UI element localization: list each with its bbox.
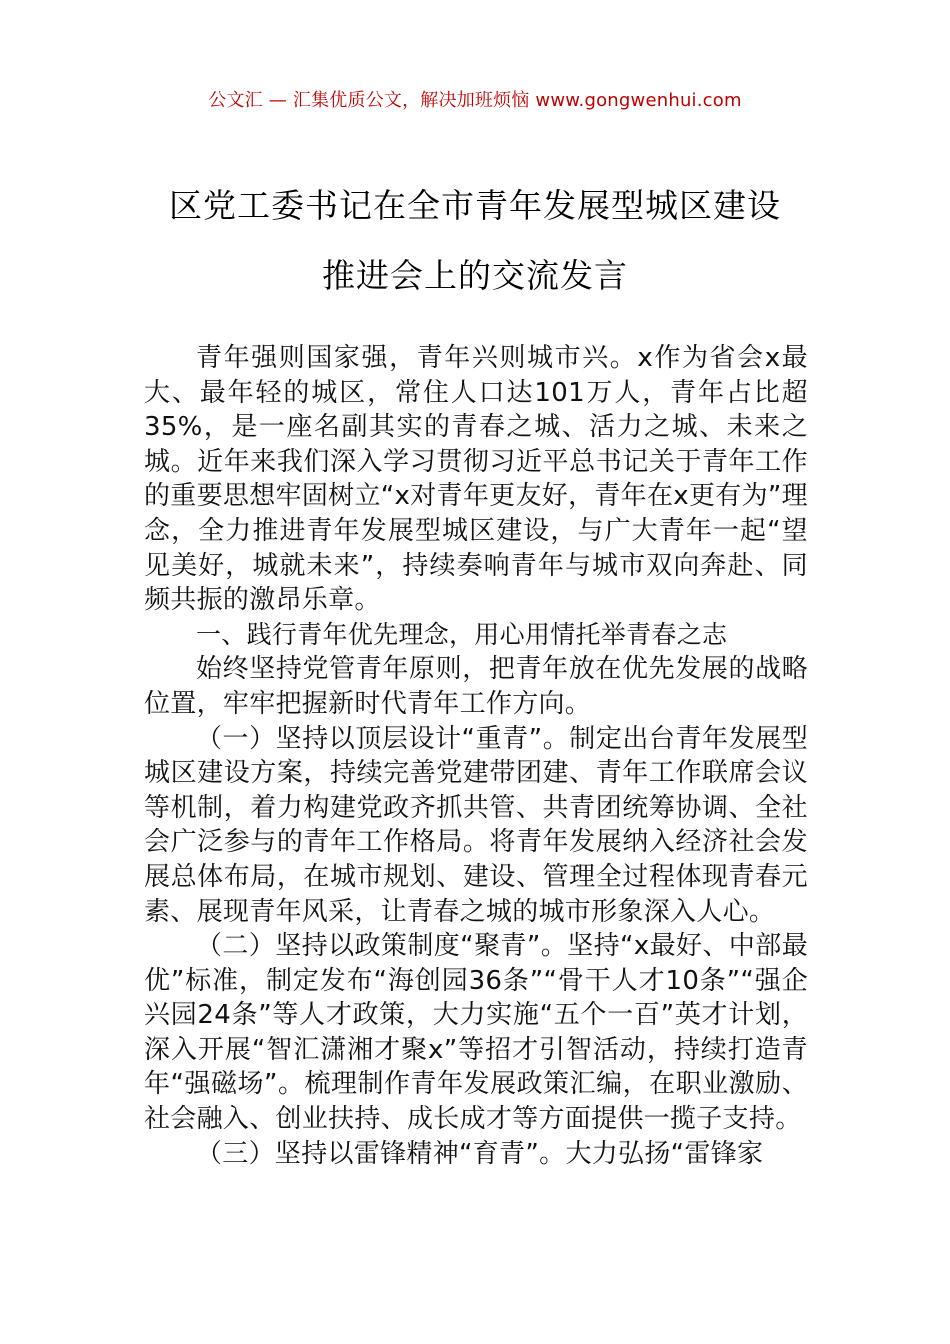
paragraph-section-1-summary: 始终坚持党管青年原则，把青年放在优先发展的战略位置，牢牢把握新时代青年工作方向。 <box>144 654 808 719</box>
document-title-line-2: 推进会上的交流发言 <box>322 256 628 295</box>
paragraph-intro: 青年强则国家强，青年兴则城市兴。x作为省会x最大、最年轻的城区，常住人口达101万人，青年占比超35%，是一座名副其实的青春之城、活力之城、未来之城。近年来我们深入学习贯彻习近平总书记关于青年工作的重要思想牢固树立“x对青年更友好，青年在x更有为”理念，全力推进青年发展型城区建设，与广大青年一起“望见美好，城就未来”，持续奏响青年与城市双向奔赴、同频共振的激昂乐章。 <box>144 343 808 616</box>
site-header-tagline: 公文汇 — 汇集优质公文，解决加班烦恼 www.gongwenhui.com <box>208 90 742 111</box>
document-body <box>144 341 808 1171</box>
paragraph-item-1: （一）坚持以顶层设计“重青”。制定出台青年发展型城区建设方案，持续完善党建带团建、青年工作联席会议等机制，着力构建党政齐抓共管、共青团统筹协调、全社会广泛参与的青年工作格局。将青年发展纳入经济社会发展总体布局，在城市规划、建设、管理全过程体现青春元素、展现青年风采，让青春之城的城市形象深入人心。 <box>144 723 808 927</box>
paragraph-item-3: （三）坚持以雷锋精神“育青”。大力弘扬“雷锋家 <box>196 1138 764 1169</box>
section-heading-1: 一、践行青年优先理念，用心用情托举青春之志 <box>196 619 728 649</box>
paragraph-item-2: （二）坚持以政策制度“聚青”。坚持“x最好、中部最优”标准，制定发布“海创园36条”“骨干人才10条”“强企兴园24条”等人才政策，大力实施“五个一百”英才计划，深入开展“智汇潇湘才聚x”等招才引智活动，持续打造青年“强磁场”。梳理制作青年发展政策汇编，在职业激励、社会融入、创业扶持、成长成才等方面提供一揽子支持。 <box>144 931 808 1135</box>
document-title-line-1: 区党工委书记在全市青年发展型城区建设 <box>169 186 781 225</box>
